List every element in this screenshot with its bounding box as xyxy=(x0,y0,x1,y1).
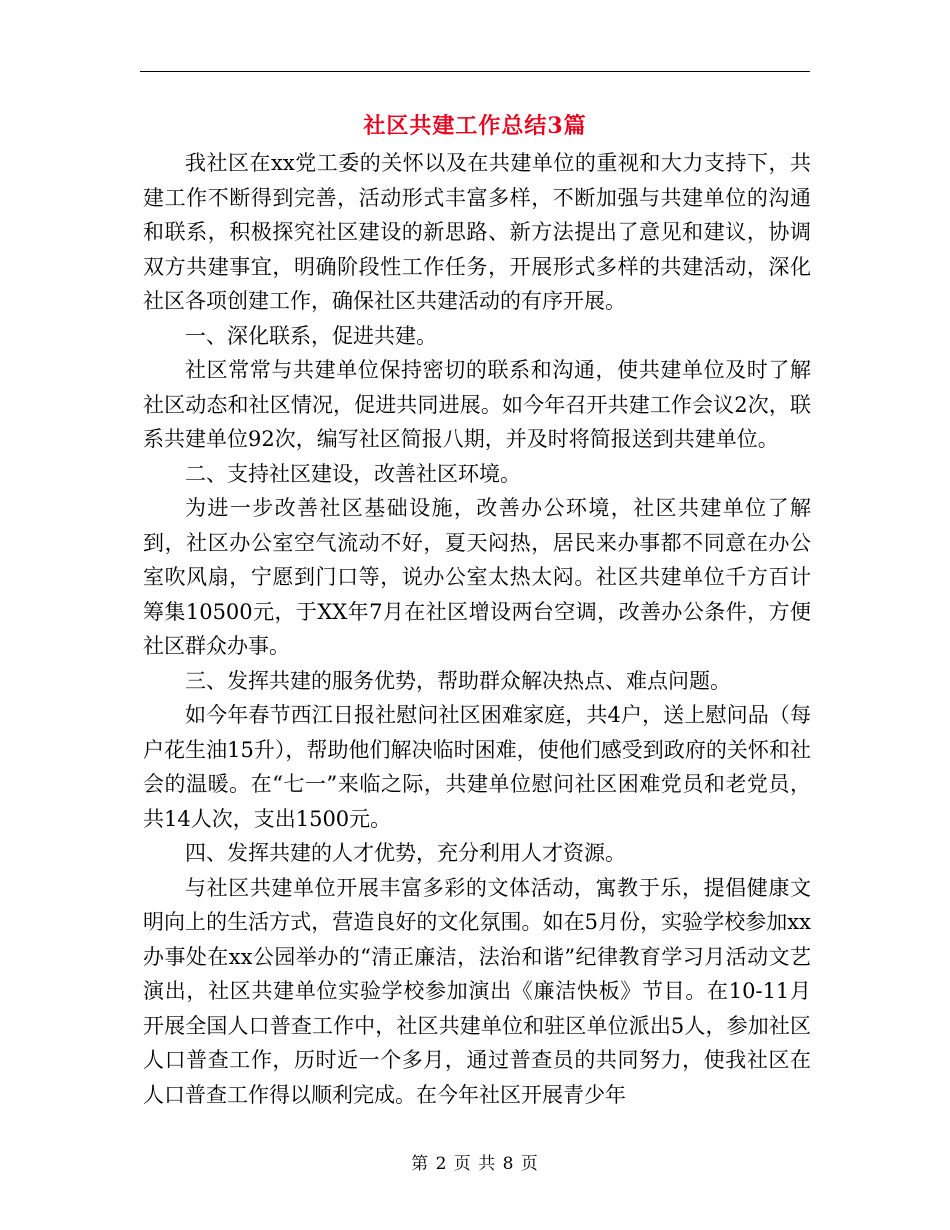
section-heading-3: 三、发挥共建的服务优势，帮助群众解决热点、难点问题。 xyxy=(185,668,731,693)
document-body xyxy=(143,146,811,1112)
paragraph-section-4: 与社区共建单位开展丰富多彩的文体活动，寓教于乐，提倡健康文明向上的生活方式，营造良好的文化氛围。如在5月份，实验学校参加xx办事处在xx公园举办的“清正廉洁，法治和谐”纪律教育学习月活动文艺演出，社区共建单位实验学校参加演出《廉洁快板》节目。在10-11月开展全国人口普查工作中，社区共建单位和驻区单位派出5人，参加社区人口普查工作，历时近一个多月，通过普查员的共同努力，使我社区在人口普查工作得以顺利完成。在今年社区开展青少年 xyxy=(143,875,811,1107)
document-title: 社区共建工作总结3篇 xyxy=(363,113,587,139)
header-rule xyxy=(140,71,810,72)
paragraph-section-3: 如今年春节西江日报社慰问社区困难家庭，共4户，送上慰问品（每户花生油15升），帮助他们解决临时困难，使他们感受到政府的关怀和社会的温暖。在“七一”来临之际，共建单位慰问社区困难党员和老党员，共14人次，支出1500元。 xyxy=(143,703,811,831)
section-heading-1: 一、深化联系，促进共建。 xyxy=(185,323,437,348)
paragraph-section-2: 为进一步改善社区基础设施，改善办公环境，社区共建单位了解到，社区办公室空气流动不好，夏天闷热，居民来办事都不同意在办公室吹风扇，宁愿到门口等，说办公室太热太闷。社区共建单位千方百计筹集10500元，于XX年7月在社区增设两台空调，改善办公条件，方便社区群众办事。 xyxy=(143,496,811,658)
paragraph-intro: 我社区在xx党工委的关怀以及在共建单位的重视和大力支持下，共建工作不断得到完善，活动形式丰富多样，不断加强与共建单位的沟通和联系，积极探究社区建设的新思路、新方法提出了意见和建议，协调双方共建事宜，明确阶段性工作任务，开展形式多样的共建活动，深化社区各项创建工作，确保社区共建活动的有序开展。 xyxy=(143,151,811,313)
paragraph-section-1: 社区常常与共建单位保持密切的联系和沟通，使共建单位及时了解社区动态和社区情况，促进共同进展。如今年召开共建工作会议2次，联系共建单位92次，编写社区简报八期，并及时将简报送到共建单位。 xyxy=(143,358,811,451)
page-footer: 第 2 页 共 8 页 xyxy=(411,1154,539,1174)
section-heading-2: 二、支持社区建设，改善社区环境。 xyxy=(185,461,521,486)
section-heading-4: 四、发挥共建的人才优势，充分利用人才资源。 xyxy=(185,841,626,865)
